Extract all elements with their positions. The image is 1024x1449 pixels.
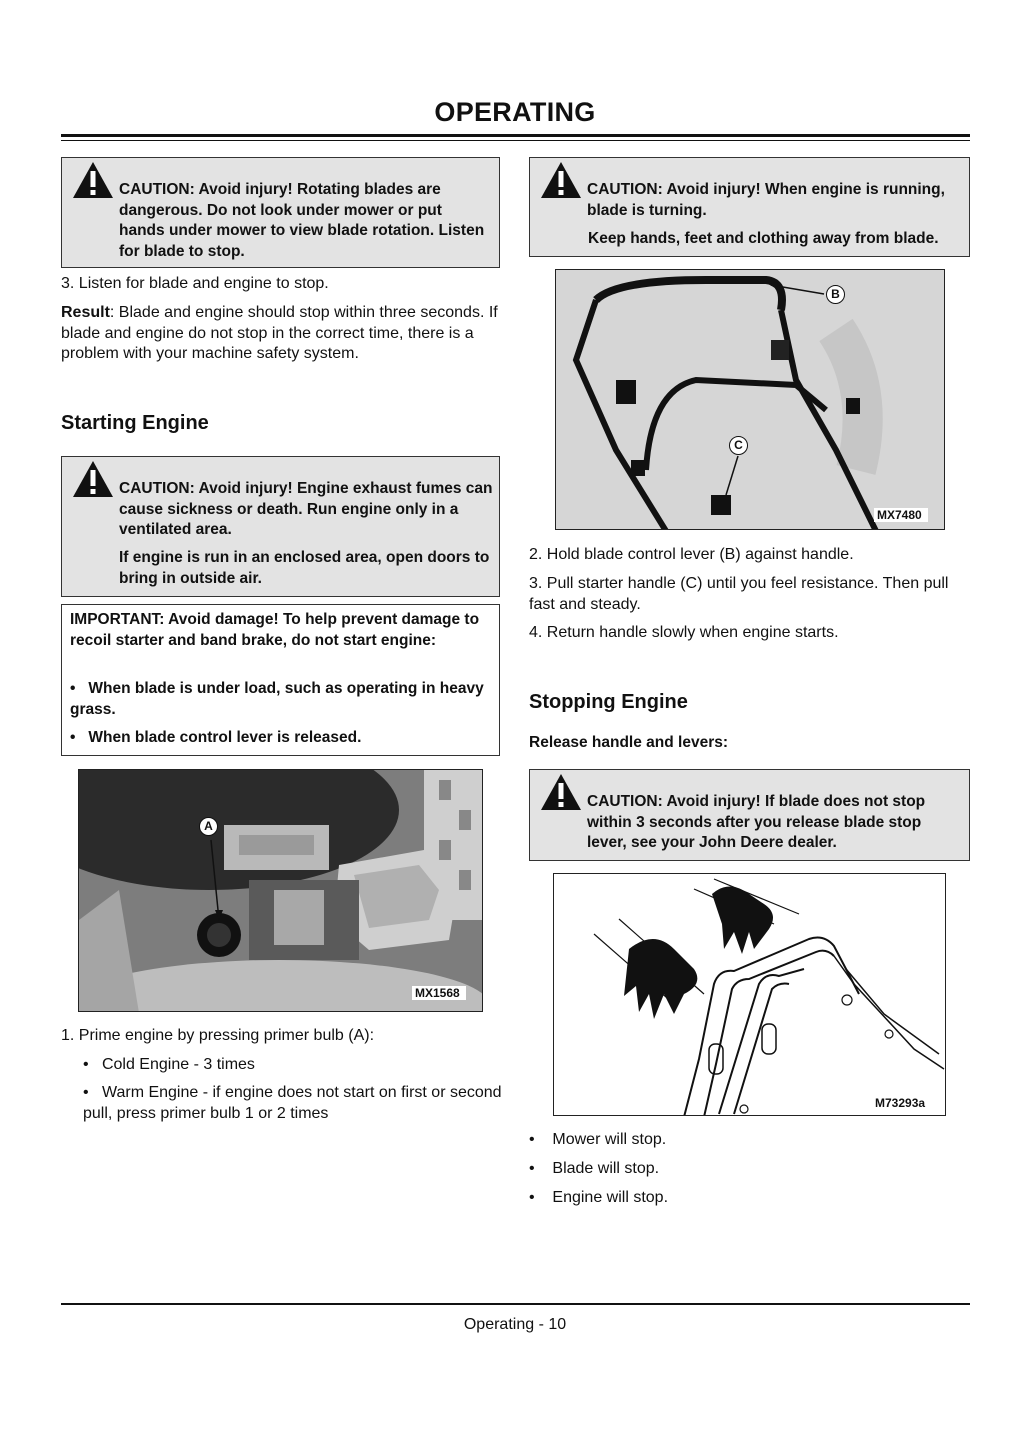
callout-a: A xyxy=(199,817,218,836)
figure-release-handle xyxy=(553,873,946,1116)
caution-text: CAUTION: Avoid injury! Engine exhaust fumes can cause sickness or death. Run engine only in a ventilated area. xyxy=(119,480,493,538)
step-2-hold-lever: 2. Hold blade control lever (B) against handle. xyxy=(529,546,854,563)
release-handle-illustration xyxy=(554,874,946,1116)
title-rule-thick xyxy=(61,134,970,137)
important-bullet-1: • When blade is under load, such as operating in heavy grass. xyxy=(70,680,484,718)
heading-stopping-engine: Stopping Engine xyxy=(529,691,688,713)
step-3-pull-starter: 3. Pull starter handle (C) until you feel resistance. Then pull fast and steady. xyxy=(529,575,949,613)
bullet-engine-stop: • Engine will stop. xyxy=(529,1189,669,1206)
result-text: : Blade and engine should stop within three seconds. If blade and engine do not stop in the correct time, there is a problem with your machine safety system. xyxy=(61,304,498,362)
step-1-prime: 1. Prime engine by pressing primer bulb (A): xyxy=(61,1027,375,1044)
bullet-cold-engine: • Cold Engine - 3 times xyxy=(83,1056,255,1073)
step-3-listen: 3. Listen for blade and engine to stop. xyxy=(61,275,329,292)
caution-box-blade-stop xyxy=(529,769,970,861)
caution-box-exhaust xyxy=(61,456,500,597)
bullet-mower-stop: • Mower will stop. xyxy=(529,1131,667,1148)
title-rule-thin xyxy=(61,140,970,141)
figure-engine-primer xyxy=(78,769,483,1012)
warning-triangle-icon xyxy=(540,161,582,199)
caution-box-engine-running xyxy=(529,157,970,257)
page-title: OPERATING xyxy=(434,97,596,127)
page-footer: Operating - 10 xyxy=(463,1316,567,1333)
caution-text: CAUTION: Avoid injury! If blade does not stop within 3 seconds after you release blade stop lever, see your John Deere dealer. xyxy=(587,793,926,851)
engine-photo-illustration xyxy=(79,770,483,1012)
warning-triangle-icon xyxy=(540,773,582,811)
callout-b: B xyxy=(826,285,845,304)
caution-text: CAUTION: Avoid injury! Rotating blades are dangerous. Do not look under mower or put hands under mower to view blade rotation. Listen for blade to stop. xyxy=(119,181,485,260)
caution-text-2: Keep hands, feet and clothing away from blade. xyxy=(588,230,939,247)
warning-triangle-icon xyxy=(72,460,114,498)
important-bullet-2: • When blade control lever is released. xyxy=(70,729,362,746)
handle-photo-illustration xyxy=(556,270,945,530)
bullet-warm-engine: • Warm Engine - if engine does not start on first or second pull, press primer bulb 1 or 2 times xyxy=(83,1084,502,1122)
release-instruction: Release handle and levers: xyxy=(529,734,729,751)
figure-label: MX1568 xyxy=(412,986,466,1000)
warning-triangle-icon xyxy=(72,161,114,199)
important-text: IMPORTANT: Avoid damage! To help prevent damage to recoil starter and band brake, do not start engine: xyxy=(70,611,480,649)
result-paragraph xyxy=(61,303,501,365)
caution-text: CAUTION: Avoid injury! When engine is running, blade is turning. xyxy=(587,181,945,219)
callout-c: C xyxy=(729,436,748,455)
footer-rule xyxy=(61,1303,970,1305)
figure-handle-controls xyxy=(555,269,945,530)
step-4-return-handle: 4. Return handle slowly when engine starts. xyxy=(529,624,839,641)
bullet-blade-stop: • Blade will stop. xyxy=(529,1160,660,1177)
figure-label: M73293a xyxy=(872,1096,931,1110)
figure-label: MX7480 xyxy=(874,508,928,522)
important-box xyxy=(61,604,500,756)
result-label: Result xyxy=(61,304,110,321)
heading-starting-engine: Starting Engine xyxy=(61,412,209,434)
caution-text-2: If engine is run in an enclosed area, open doors to bring in outside air. xyxy=(119,549,490,587)
caution-box-rotating-blades xyxy=(61,157,500,268)
